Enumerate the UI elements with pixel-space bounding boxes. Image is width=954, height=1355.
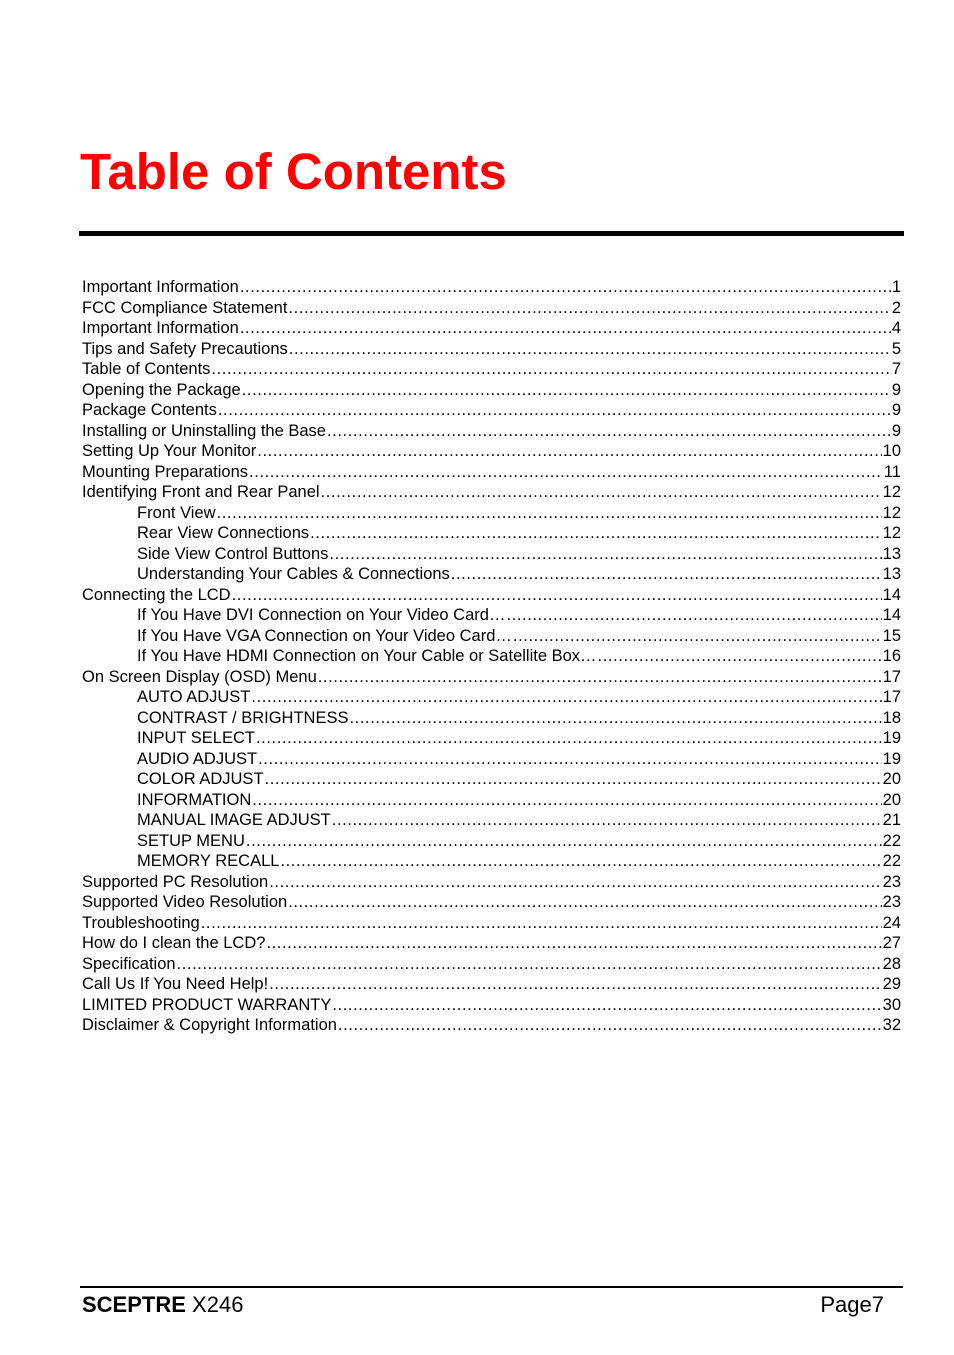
toc-entry-page-number: 16 <box>882 647 901 665</box>
toc-dot-leader <box>256 728 882 749</box>
toc-dot-leader <box>232 585 882 606</box>
toc-entry-page-number: 30 <box>882 995 901 1014</box>
toc-dot-leader <box>269 974 881 995</box>
toc-entry[interactable] <box>82 810 901 831</box>
toc-entry-title: If You Have HDMI Connection on Your Cable or Satellite Box… <box>137 647 597 665</box>
footer-brand-name: SCEPTRE <box>82 1292 186 1317</box>
toc-entry[interactable] <box>82 482 901 503</box>
toc-entry-page-number: 21 <box>882 811 901 829</box>
toc-dot-leader <box>246 831 882 852</box>
toc-entry-page-number: 17 <box>882 688 901 706</box>
toc-dot-leader <box>349 708 881 729</box>
toc-dot-leader <box>310 523 882 544</box>
toc-entry-page-number: 11 <box>883 462 901 481</box>
toc-entry-page-number: 15 <box>882 626 901 645</box>
toc-entry-title: LIMITED PRODUCT WARRANTY <box>82 995 332 1014</box>
toc-entry-page-number: 12 <box>882 503 901 522</box>
toc-entry-page-number: 1 <box>891 278 901 296</box>
toc-entry-page-number: 23 <box>882 893 901 911</box>
title-divider <box>79 231 904 236</box>
toc-entry[interactable] <box>82 503 901 524</box>
toc-entry-page-number: 12 <box>882 524 901 542</box>
toc-entry-page-number: 2 <box>891 298 901 317</box>
toc-entry[interactable] <box>82 585 901 606</box>
toc-entry-title: Call Us If You Need Help! <box>82 975 269 993</box>
toc-dot-leader <box>506 605 881 626</box>
toc-entry-title: Specification <box>82 954 176 973</box>
toc-dot-leader <box>266 933 881 954</box>
toc-entry[interactable] <box>82 564 901 585</box>
toc-entry-page-number: 28 <box>882 954 901 973</box>
toc-entry-title: FCC Compliance Statement <box>82 298 288 317</box>
toc-entry-title: Opening the Package <box>82 380 241 399</box>
toc-dot-leader <box>177 954 882 975</box>
toc-entry-page-number: 19 <box>882 749 901 768</box>
toc-entry[interactable] <box>82 872 901 893</box>
footer-model-name: X246 <box>192 1292 244 1317</box>
toc-dot-leader <box>269 872 881 893</box>
toc-entry[interactable] <box>82 441 901 462</box>
toc-entry-page-number: 7 <box>891 360 901 378</box>
toc-entry[interactable] <box>82 790 901 811</box>
toc-entry-title: Important Information <box>82 278 239 296</box>
toc-entry[interactable] <box>82 974 901 995</box>
toc-entry-title: Supported PC Resolution <box>82 872 269 891</box>
toc-entry-title: Package Contents <box>82 401 217 419</box>
toc-entry-page-number: 20 <box>882 790 901 809</box>
toc-entry-title: Understanding Your Cables & Connections <box>137 565 450 583</box>
toc-entry[interactable] <box>82 339 901 360</box>
page-title: Table of Contents <box>80 143 507 200</box>
toc-entry[interactable] <box>82 626 901 647</box>
toc-entry-title: Front View <box>137 503 216 522</box>
toc-entry[interactable] <box>82 544 901 565</box>
toc-entry-title: Setting Up Your Monitor <box>82 442 257 460</box>
toc-entry-page-number: 4 <box>891 319 901 337</box>
toc-entry[interactable] <box>82 851 901 872</box>
toc-entry-page-number: 14 <box>882 585 901 604</box>
toc-entry-page-number: 10 <box>882 442 901 460</box>
toc-entry-title: AUDIO ADJUST <box>137 749 258 768</box>
toc-entry-page-number: 18 <box>882 708 901 727</box>
toc-entry-page-number: 5 <box>891 339 901 358</box>
toc-entry[interactable] <box>82 708 901 729</box>
toc-entry-page-number: 22 <box>882 852 901 870</box>
toc-entry[interactable] <box>82 605 901 626</box>
toc-dot-leader <box>321 482 882 503</box>
toc-entry-title: Installing or Uninstalling the Base <box>82 421 326 440</box>
toc-entry-title: COLOR ADJUST <box>137 770 264 788</box>
toc-entry-title: Mounting Preparations <box>82 462 249 481</box>
toc-entry[interactable] <box>82 769 901 790</box>
toc-dot-leader <box>288 892 881 913</box>
toc-dot-leader <box>217 503 882 524</box>
toc-dot-leader <box>332 995 881 1016</box>
toc-dot-leader <box>338 1015 882 1036</box>
toc-entry-page-number: 32 <box>882 1016 901 1034</box>
toc-entry-page-number: 17 <box>882 667 901 686</box>
toc-dot-leader <box>598 646 882 667</box>
toc-entry[interactable] <box>82 298 901 319</box>
toc-entry[interactable] <box>82 933 901 954</box>
toc-entry-title: On Screen Display (OSD) Menu <box>82 667 317 686</box>
toc-entry-title: How do I clean the LCD? <box>82 934 266 952</box>
toc-entry[interactable] <box>82 400 901 421</box>
toc-entry-title: INFORMATION <box>137 790 252 809</box>
toc-entry[interactable] <box>82 728 901 749</box>
toc-entry[interactable] <box>82 667 901 688</box>
toc-entry[interactable] <box>82 687 901 708</box>
toc-dot-leader <box>289 339 891 360</box>
toc-dot-leader <box>240 318 891 339</box>
toc-entry-title: If You Have DVI Connection on Your Video Card… <box>137 606 506 624</box>
toc-entry-page-number: 22 <box>882 831 901 850</box>
toc-entry-title: MEMORY RECALL <box>137 852 280 870</box>
toc-dot-leader <box>280 851 881 872</box>
toc-entry-title: AUTO ADJUST <box>137 688 251 706</box>
toc-dot-leader <box>201 913 882 934</box>
toc-entry-title: Supported Video Resolution <box>82 893 288 911</box>
toc-entry-page-number: 13 <box>882 544 901 563</box>
toc-entry[interactable] <box>82 277 901 298</box>
toc-dot-leader <box>513 626 882 647</box>
toc-entry-page-number: 14 <box>882 606 901 624</box>
toc-dot-leader <box>218 400 891 421</box>
toc-dot-leader <box>329 544 881 565</box>
toc-dot-leader <box>327 421 891 442</box>
toc-entry[interactable] <box>82 892 901 913</box>
toc-entry[interactable] <box>82 421 901 442</box>
toc-entry-page-number: 23 <box>882 872 901 891</box>
toc-dot-leader <box>251 687 881 708</box>
toc-entry[interactable] <box>82 318 901 339</box>
toc-entry[interactable] <box>82 954 901 975</box>
toc-entry-page-number: 12 <box>882 483 901 501</box>
toc-entry-title: Table of Contents <box>82 360 211 378</box>
footer-product <box>82 1291 243 1319</box>
toc-entry-title: Important Information <box>82 319 239 337</box>
toc-dot-leader <box>211 359 890 380</box>
toc-entry-page-number: 13 <box>882 565 901 583</box>
toc-entry[interactable] <box>82 646 901 667</box>
toc-dot-leader <box>252 790 881 811</box>
toc-dot-leader <box>288 298 890 319</box>
footer-page-number: Page7 <box>820 1292 884 1317</box>
toc-dot-leader <box>265 769 882 790</box>
toc-entry[interactable] <box>82 523 901 544</box>
toc-dot-leader <box>242 380 891 401</box>
toc-dot-leader <box>258 749 882 770</box>
toc-entry-title: If You Have VGA Connection on Your Video Card… <box>137 626 512 645</box>
toc-entry-title: Tips and Safety Precautions <box>82 339 288 358</box>
table-of-contents <box>82 277 901 1036</box>
toc-entry[interactable] <box>82 913 901 934</box>
toc-entry[interactable] <box>82 831 901 852</box>
toc-dot-leader <box>249 462 883 483</box>
toc-entry[interactable] <box>82 380 901 401</box>
toc-entry[interactable] <box>82 462 901 483</box>
toc-entry-title: INPUT SELECT <box>137 729 255 747</box>
footer-divider <box>80 1286 903 1288</box>
toc-entry-title: Side View Control Buttons <box>137 544 329 563</box>
toc-entry-title: Disclaimer & Copyright Information <box>82 1016 337 1034</box>
toc-dot-leader <box>240 277 891 298</box>
toc-entry-page-number: 9 <box>891 401 901 419</box>
toc-entry[interactable] <box>82 995 901 1016</box>
toc-entry-title: Rear View Connections <box>137 524 310 542</box>
toc-entry-page-number: 9 <box>891 421 901 440</box>
toc-entry-page-number: 20 <box>882 770 901 788</box>
toc-entry-page-number: 24 <box>882 913 901 932</box>
toc-entry-page-number: 27 <box>882 934 901 952</box>
toc-dot-leader <box>257 441 881 462</box>
toc-entry-page-number: 9 <box>891 380 901 399</box>
toc-entry-title: Troubleshooting <box>82 913 200 932</box>
toc-entry[interactable] <box>82 1015 901 1036</box>
toc-entry[interactable] <box>82 359 901 380</box>
toc-dot-leader <box>451 564 882 585</box>
toc-entry-page-number: 29 <box>882 975 901 993</box>
toc-entry-title: Identifying Front and Rear Panel <box>82 483 320 501</box>
toc-entry-title: Connecting the LCD <box>82 585 231 604</box>
toc-entry-title: MANUAL IMAGE ADJUST <box>137 811 331 829</box>
toc-entry-page-number: 19 <box>882 729 901 747</box>
toc-dot-leader <box>318 667 882 688</box>
toc-dot-leader <box>332 810 882 831</box>
toc-entry-title: CONTRAST / BRIGHTNESS <box>137 708 349 727</box>
toc-entry[interactable] <box>82 749 901 770</box>
toc-entry-title: SETUP MENU <box>137 831 245 850</box>
